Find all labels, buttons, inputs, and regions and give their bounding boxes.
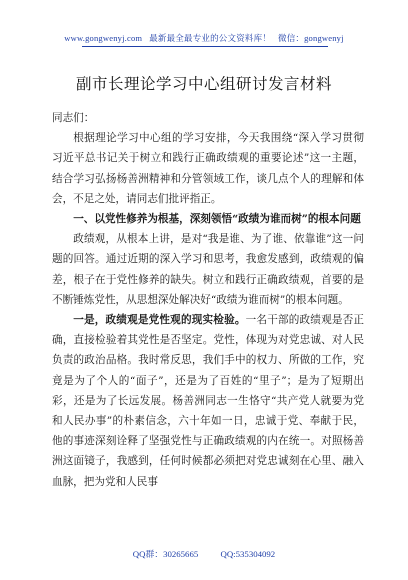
point-1-body: 一名干部的政绩观是否正确，直接检验着其党性是否坚定。党性，体现为对党忠诚、对人民负责的政治品格。我时常反思，我们手中的权力、所做的工作，究竟是为了个人的“面子”，还是为了百姓的“里子”；是为了短期出彩，还是为了长远发展。杨善洲同志一生恪守“共产党人就要为党和人民办事”的朴素信念，六十年如一日，忠诚于党、奉献于民，他的事迹深刻诠释了坚强党性与正确政绩观的内在统一。对照杨善洲这面镜子，我感到，任何时候都必须把对党忠诚刻在心里、融入血脉，把为党和人民事	[52, 314, 365, 488]
intro-paragraph: 根据理论学习中心组的学习安排，今天我围绕“深入学习贯彻习近平总书记关于树立和践行正确政绩观的重要论述”这一主题，结合学习弘扬杨善洲精神和分管领域工作，谈几点个人的理解和体会，不足之处，请同志们批评指正。	[52, 132, 364, 205]
site-url[interactable]: www.gongwenyj.com	[64, 33, 143, 43]
wechat-id: 微信：gongwenyj	[278, 33, 344, 43]
site-header	[0, 32, 408, 44]
qq-contact: QQ:535304092	[220, 549, 276, 559]
section-1-heading: 一、以党性修养为根基，深刻领悟“政绩为谁而树”的根本问题	[73, 213, 361, 226]
point-1-lead: 一是，政绩观是党性观的现实检验。	[73, 314, 246, 327]
qq-group: QQ群：30265665	[132, 549, 199, 559]
document-title: 副市长理论学习中心组研讨发言材料	[75, 75, 332, 93]
site-tagline: 最新最全最专业的公文资料库！	[149, 33, 272, 43]
salutation: 同志们：	[52, 112, 95, 124]
section-1-paragraph: 政绩观，从根本上讲，是对“我是谁、为了谁、依靠谁”这一问题的回答。通过近期的深入学习和思考，我愈发感到，政绩观的偏差，根子在于党性修养的缺失。树立和践行正确政绩观，首要的是不断锤炼党性，从思想深处解决好“政绩为谁而树”的根本问题。	[52, 233, 364, 306]
point-1-paragraph	[52, 310, 364, 492]
header-divider	[82, 46, 328, 47]
site-footer	[0, 547, 408, 560]
document-body	[52, 108, 364, 492]
